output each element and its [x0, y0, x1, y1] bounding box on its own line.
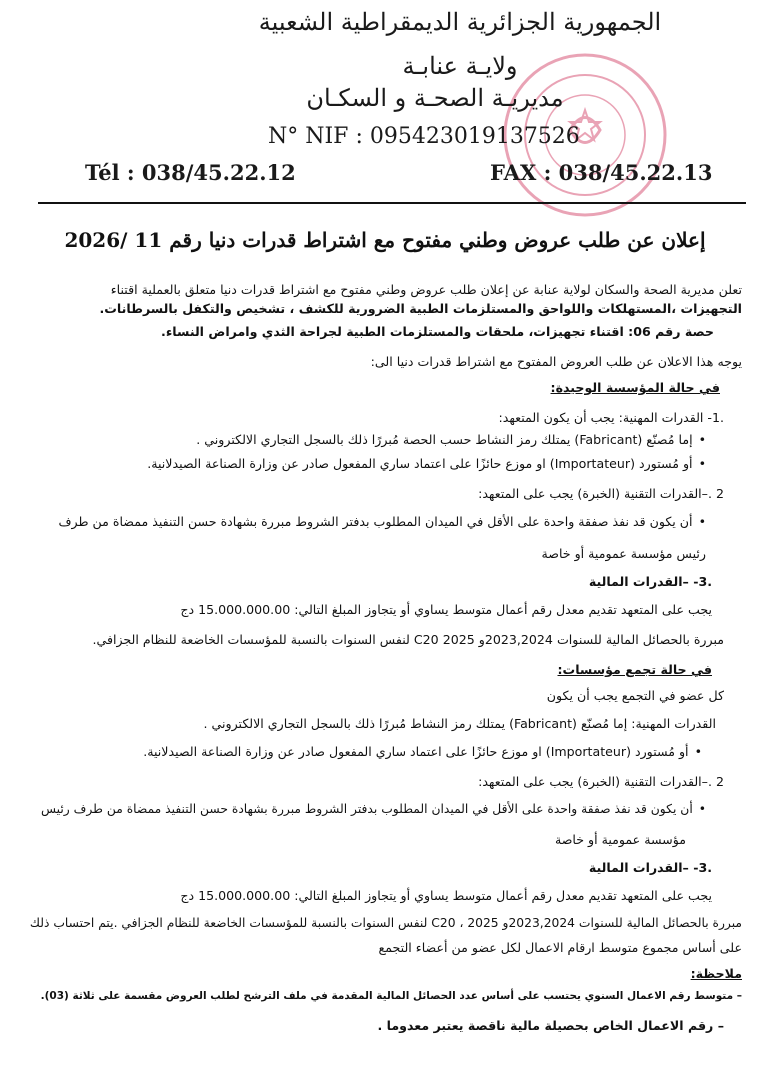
single-entity-heading: في حالة المؤسسة الوحيدة: [550, 380, 720, 395]
group-experience-line-2: مؤسسة عمومية أو خاصة [554, 832, 686, 847]
group-financial-heading: .3- –القدرات المالية [588, 860, 712, 875]
group-experience-line: • أن يكون قد نفذ صفقة واحدة على الأقل في الميدان المطلوب بدفتر الشروط مبررة بشهادة حسن التنفيذ ممضاة من طرف رئيس [41, 802, 706, 817]
note-line-1: – متوسط رقم الاعمال السنوي يحتسب على أساس عدد الحصائل المالية المقدمة في ملف الترشح لطلب العروض مقسمة على ثلاثة (03). [40, 990, 742, 1002]
addressed-line: يوجه هذا الاعلان عن طلب العروض المفتوح مع اشتراط قدرات دنيا الى: [370, 354, 742, 369]
note-line-2: – رقم الاعمال الخاص بحصيلة مالية ناقصة يعتبر معدوما . [377, 1018, 724, 1033]
group-sum-line: على أساس مجموع متوسط ارقام الاعمال لكل عضو من أعضاء التجمع [378, 940, 742, 955]
group-technical-heading: 2 .–القدرات التقنية (الخبرة) يجب على المتعهد: [478, 774, 724, 789]
lot-line: حصة رقم 06: اقتناء تجهيزات، ملحقات والمستلزمات الطبية لجراحة الثدي وامراض النساء. [161, 324, 714, 339]
single-importer-line: • أو مُستورد (Importateur) او موزع حائزًا على اعتماد ساري المفعول صادر عن وزارة الصناعة الصيدلانية. [147, 456, 706, 472]
wilaya-title: ولايـة عنابـة [402, 52, 518, 80]
single-financial-heading: .3- –القدرات المالية [588, 574, 712, 589]
single-technical-heading: 2 .–القدرات التقنية (الخبرة) يجب على المتعهد: [478, 486, 724, 501]
group-importer-line: • أو مُستورد (Importateur) او موزع حائزًا على اعتماد ساري المفعول صادر عن وزارة الصناعة الصيدلانية. [143, 744, 702, 760]
header-divider [38, 202, 746, 204]
single-balance-line: مبررة بالحصائل المالية للسنوات 2023,2024و 2025 C20 لنفس السنوات بالنسبة للمؤسسات الخاضعة للنظام الجزافي. [92, 632, 724, 647]
group-turnover-line: يجب على المتعهد تقديم معدل رقم أعمال متوسط يساوي أو يتجاوز المبلغ التالي: 15.000.000.00 دج [180, 888, 712, 903]
republic-title: الجمهورية الجزائرية الديمقراطية الشعبية [258, 8, 662, 36]
single-manufacturer-line: • إما مُصنّع (Fabricant) يمتلك رمز النشاط حسب الحصة مُبررًا ذلك بالسجل التجاري الالكتروني . [196, 432, 706, 448]
intro-line-1: تعلن مديرية الصحة والسكان لولاية عنابة عن إعلان طلب عروض وطني مفتوح مع اشتراط قدرات دنيا متعلق بالعملية اقتناء [110, 282, 742, 297]
group-heading: في حالة تجمع مؤسسات: [557, 662, 712, 677]
announcement-title: إعلان عن طلب عروض وطني مفتوح مع اشتراط قدرات دنيا رقم 11 /2026 [64, 228, 706, 252]
group-manufacturer-line: القدرات المهنية: إما مُصنّع (Fabricant) يمتلك رمز النشاط مُبررًا ذلك بالسجل التجاري الالكتروني . [203, 716, 716, 731]
directorate-title: مديريـة الصحـة و السكـان [306, 84, 564, 112]
single-turnover-line: يجب على المتعهد تقديم معدل رقم أعمال متوسط يساوي أو يتجاوز المبلغ التالي: 15.000.000.00 دج [180, 602, 712, 617]
intro-line-2: التجهيزات ،المستهلكات واللواحق والمستلزمات الطبية الضرورية للكشف ، تشخيص والتكفل بالسرطانات. [99, 301, 742, 316]
single-experience-line-2: رئيس مؤسسة عمومية أو خاصة [541, 546, 706, 561]
announcement-body [30, 282, 742, 1082]
note-heading: ملاحظة: [690, 966, 742, 981]
fax-number: FAX : 038/45.22.13 [490, 160, 713, 185]
single-experience-line: • أن يكون قد نفذ صفقة واحدة على الأقل في الميدان المطلوب بدفتر الشروط مبررة بشهادة حسن التنفيذ ممضاة من طرف [59, 514, 707, 530]
group-intro-line: كل عضو في التجمع يجب أن يكون [546, 688, 724, 703]
single-professional-heading: .1- القدرات المهنية: يجب أن يكون المتعهد: [498, 410, 724, 425]
nif-number: N° NIF : 095423019137526 [268, 124, 580, 149]
group-balance-line: مبررة بالحصائل المالية للسنوات 2023,2024و 2025 ، C20 لنفس السنوات بالنسبة للمؤسسات الخاضعة للنظام الجزافي .يتم احتساب ذلك [29, 916, 742, 930]
telephone-number: Tél : 038/45.22.12 [85, 160, 296, 185]
